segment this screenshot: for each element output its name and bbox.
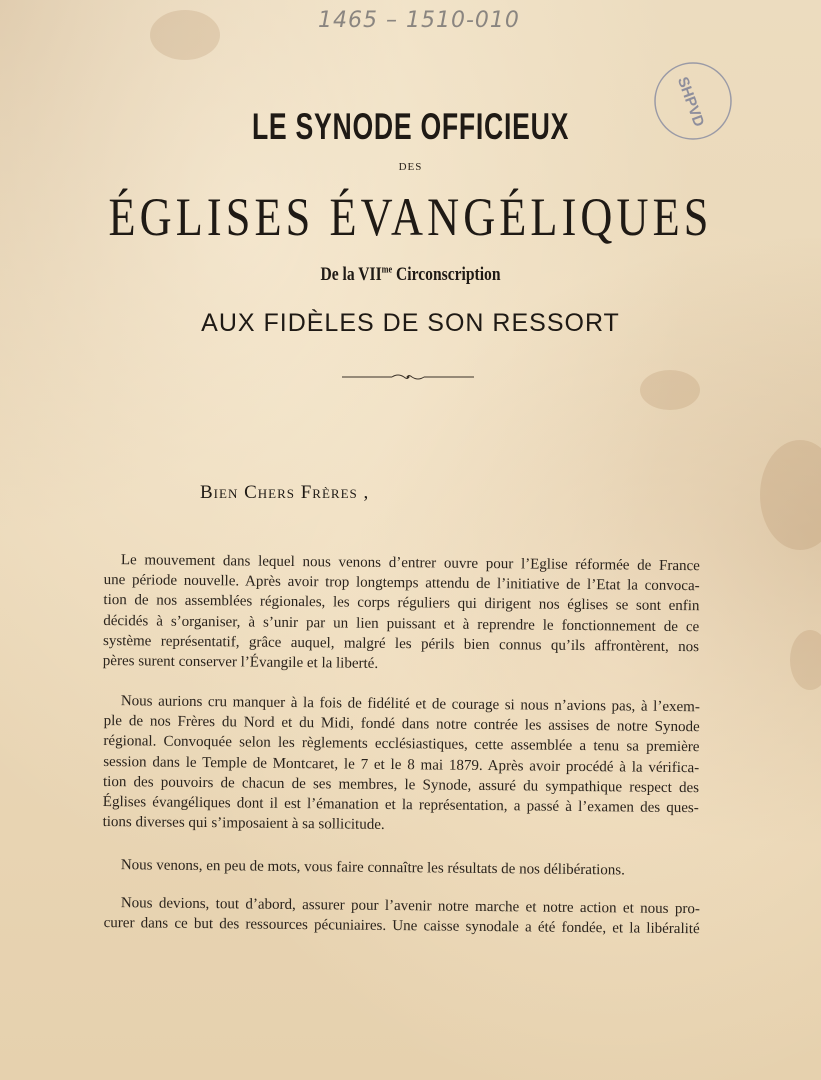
circonscription-suffix: Circonscription	[392, 264, 501, 285]
title-line-eglises: ÉGLISES ÉVANGÉLIQUES	[108, 187, 713, 247]
text-line: ple de nos Frères du Nord et du Midi, fondé dans notre contrée les assises de notre Synode	[103, 713, 700, 736]
text-line: tion des pouvoirs de chacun de ses membres, le Synode, assuré du sympathique respect des	[102, 773, 700, 797]
handwritten-reference: 1465 – 1510-010	[318, 8, 520, 33]
text-line: session dans le Temple de Montcaret, le 7 et le 8 mai 1879. Après avoir procédé à la vérifica-	[103, 753, 700, 776]
title-line-circonscription	[74, 264, 747, 286]
text-line: une période nouvelle. Après avoir trop longtemps attendu de l’initiative de l’Etat la convoca-	[103, 572, 700, 595]
title-line-des: DES	[398, 161, 423, 173]
title-line-fideles: AUX FIDÈLES DE SON RESSORT	[201, 309, 620, 337]
text-line: régional. Convoquée selon les règlements ecclésiastiques, cette assemblée a tenu sa première	[103, 733, 700, 756]
text-line: Églises évangéliques dont il est l’émanation et la représentation, a passé à l’examen des ques-	[102, 794, 699, 817]
text-line: Nous venons, en peu de mots, vous faire connaître les résultats de nos délibérations.	[120, 857, 625, 879]
text-line: système représentatif, grâce auquel, malgré les périls bien connus qu’ils affrontèrent, nos	[102, 632, 700, 656]
circonscription-prefix: De la VII	[320, 264, 382, 285]
text-line: tions diverses qui s’imposaient à sa sollicitude.	[102, 814, 385, 834]
paragraph-4	[104, 893, 700, 940]
title-line-synode: LE SYNODE OFFICIEUX	[251, 106, 570, 147]
paragraph-3	[104, 855, 700, 881]
ornamental-divider	[340, 372, 476, 382]
text-line: tion de nos assemblées régionales, les corps réguliers qui dirigent nos églises se sont enfin	[103, 592, 700, 615]
text-line: Nous aurions cru manquer à la fois de fidélité et de courage si nous n’avions pas, à l’exem-	[120, 693, 700, 716]
paragraph-2	[103, 691, 700, 839]
salutation: Bien Chers Frères ,	[200, 482, 370, 503]
text-line: curer dans ce but des ressources pécuniaires. Une caisse synodale a été fondée, et la libéralité	[103, 915, 700, 938]
text-line: décidés à s’organiser, à s’unir par un lien puissant et à reprendre le fonctionnement de ce	[103, 612, 700, 635]
text-line: Nous devions, tout d’abord, assurer pour l’avenir notre marche et notre action et nous pro-	[120, 895, 700, 918]
circonscription-ordinal: me	[381, 264, 393, 276]
text-line: Le mouvement dans lequel nous venons d’entrer ouvre pour l’Eglise réformée de France	[120, 552, 700, 575]
paragraph-1	[103, 550, 700, 677]
svg-text:SHPVD: SHPVD	[673, 74, 708, 130]
text-line: pères surent conserver l’Évangile et la liberté.	[102, 653, 379, 672]
